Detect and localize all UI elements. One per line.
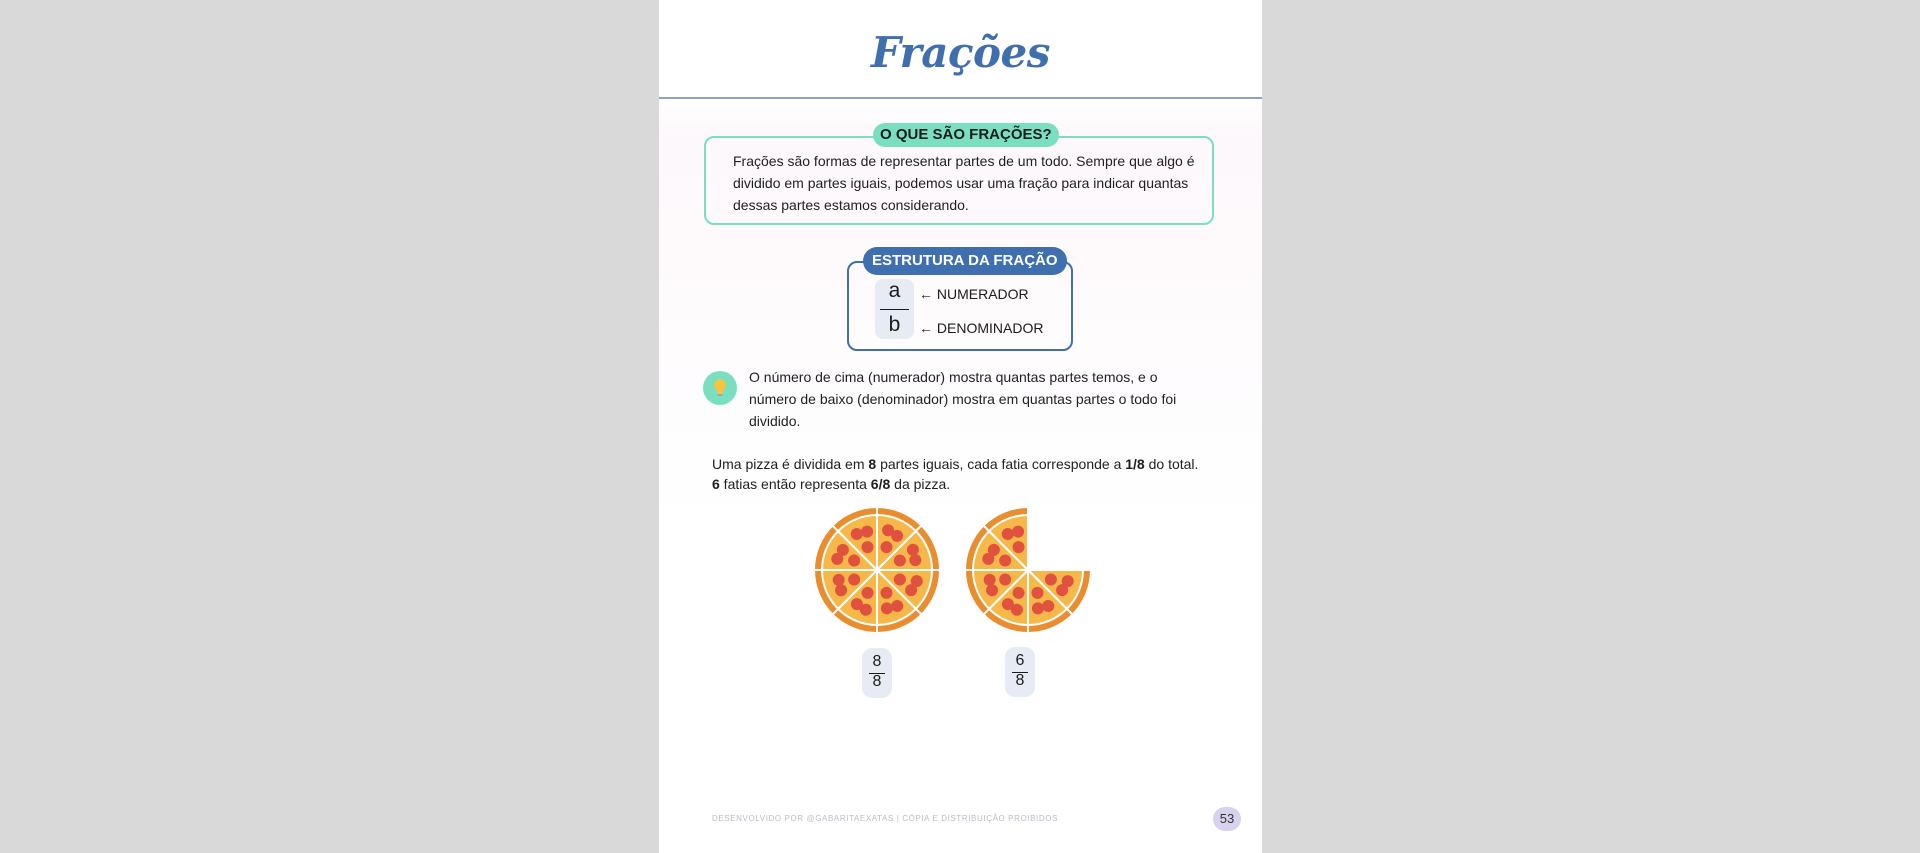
pepperoni — [837, 544, 849, 556]
pepperoni — [1056, 584, 1068, 596]
pepperoni — [1002, 598, 1014, 610]
intro-text: Frações são formas de representar partes de um todo. Sempre que algo é dividido em partes iguais, podemos usar uma fração para indicar quantas dessas partes estamos considerando. — [733, 153, 1195, 213]
page-number: 53 — [1213, 807, 1241, 831]
whole-pizza — [814, 507, 940, 633]
pepperoni — [988, 544, 1000, 556]
denominator-symbol: b — [888, 313, 901, 336]
numerator-symbol: a — [888, 279, 901, 302]
pepperoni — [1031, 587, 1043, 599]
page-title: Frações — [871, 28, 1050, 77]
pepperoni — [984, 574, 996, 586]
pepperoni — [1002, 528, 1014, 540]
pepperoni — [833, 574, 845, 586]
badge-denominator: 8 — [1015, 672, 1025, 689]
denominator-label: ← DENOMINADOR — [919, 320, 1044, 336]
page — [659, 0, 1262, 853]
structure-heading: ESTRUTURA DA FRAÇÃO — [863, 247, 1067, 275]
pepperoni — [907, 544, 919, 556]
pepperoni — [1013, 541, 1025, 553]
tip-text: O número de cima (numerador) mostra quantas partes temos, e o número de baixo (denominador) mostra em quantas partes o todo foi dividido. — [749, 369, 1177, 429]
pepperoni — [999, 555, 1011, 567]
badge-numerator: 6 — [1015, 652, 1025, 669]
badge-denominator: 8 — [872, 673, 882, 690]
pepperoni — [999, 573, 1011, 585]
pepperoni — [986, 584, 998, 596]
lightbulb-icon — [703, 371, 737, 405]
pepperoni — [881, 602, 893, 614]
partial-pizza — [965, 507, 1091, 633]
pepperoni — [880, 587, 892, 599]
footer-credit: DESENVOLVIDO POR @GABARITAEXATAS | CÓPIA E DISTRIBUIÇÃO PROIBIDOS — [712, 814, 1059, 823]
pepperoni — [909, 554, 921, 566]
pepperoni — [1032, 602, 1044, 614]
pepperoni — [851, 528, 863, 540]
pepperoni — [862, 587, 874, 599]
intro-heading: O QUE SÃO FRAÇÕES? — [873, 123, 1059, 147]
pepperoni — [894, 555, 906, 567]
pepperoni — [891, 530, 903, 542]
pizza-example-text: Uma pizza é dividida em 8 partes iguais, cada fatia corresponde a 1/8 do total. 6 fatias então representa 6/8 da pizza. — [712, 456, 1199, 492]
pizza-fraction-badge-partial — [1005, 647, 1035, 697]
title-divider — [659, 97, 1262, 99]
pepperoni — [862, 541, 874, 553]
fraction-bar — [880, 309, 909, 310]
pepperoni — [1045, 573, 1057, 585]
pepperoni — [1042, 600, 1054, 612]
pepperoni — [891, 600, 903, 612]
pepperoni — [880, 541, 892, 553]
pepperoni — [894, 573, 906, 585]
pepperoni — [861, 526, 873, 538]
pepperoni — [851, 598, 863, 610]
pizza-fraction-badge-full — [862, 648, 892, 698]
numerator-label: ← NUMERADOR — [919, 286, 1029, 302]
pepperoni — [905, 584, 917, 596]
pepperoni — [835, 584, 847, 596]
pepperoni — [1013, 587, 1025, 599]
pizza-illustrations — [811, 500, 1111, 640]
pepperoni — [848, 573, 860, 585]
badge-numerator: 8 — [872, 653, 882, 670]
pepperoni — [1012, 526, 1024, 538]
pepperoni — [848, 555, 860, 567]
